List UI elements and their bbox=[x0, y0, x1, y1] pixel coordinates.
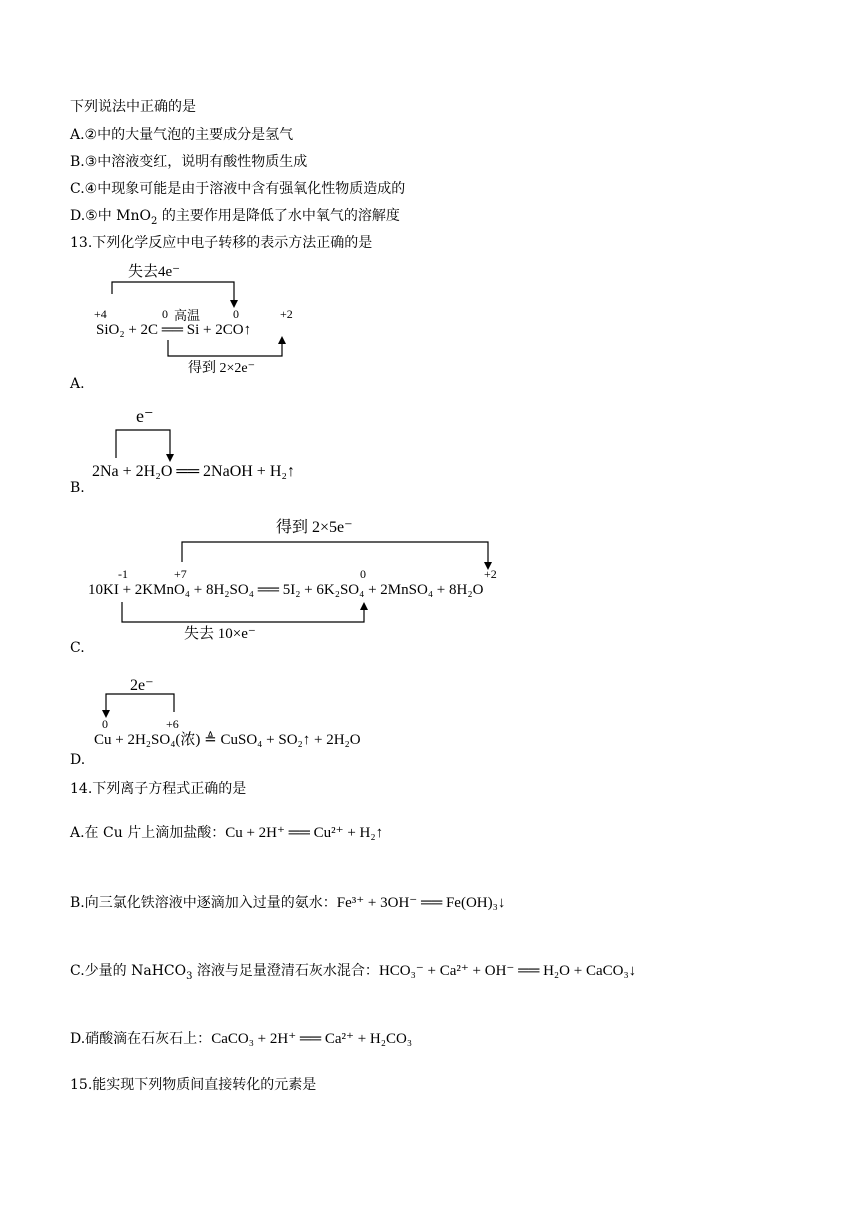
figure-d-label: D. bbox=[70, 752, 86, 768]
figure-a-electron-transfer bbox=[88, 256, 348, 376]
q14-prompt: 14.下列离子方程式正确的是 bbox=[70, 781, 247, 797]
q14-option-a-equation: Cu + 2H⁺ ══ Cu²⁺ + H₂↑ bbox=[225, 825, 384, 841]
svg-text:0: 0 bbox=[102, 717, 108, 731]
figure-d-electron-transfer bbox=[88, 672, 428, 752]
svg-text:+7: +7 bbox=[174, 567, 187, 581]
q12-option-c: C.④中现象可能是由于溶液中含有强氧化性物质造成的 bbox=[70, 181, 406, 197]
svg-text:+2: +2 bbox=[484, 567, 497, 581]
q14-option-c: C.少量的 NaHCO$_3$ 溶液与足量澄清石灰水混合：HCO₃⁻ + Ca²⁺ + OH⁻ ══ H₂O + CaCO₃↓ bbox=[70, 963, 637, 982]
q12-option-a: A.②中的大量气泡的主要成分是氢气 bbox=[70, 127, 294, 143]
svg-text:0: 0 bbox=[162, 307, 168, 321]
figure-c-electron-transfer bbox=[88, 514, 628, 642]
q14-option-a: A.在 Cu 片上滴加盐酸：Cu + 2H⁺ ══ Cu²⁺ + H₂↑ bbox=[70, 825, 384, 841]
figure-b-label: B. bbox=[70, 480, 85, 496]
figure-b-top-note: e⁻ bbox=[136, 406, 154, 426]
figure-c-label: C. bbox=[70, 640, 85, 656]
figure-d-equation: Cu + 2H₂SO₄(浓) ≜ CuSO₄ + SO₂↑ + 2H₂O bbox=[94, 732, 361, 748]
q14-option-c-equation: HCO₃⁻ + Ca²⁺ + OH⁻ ══ H₂O + CaCO₃↓ bbox=[378, 963, 637, 979]
svg-text:0: 0 bbox=[360, 567, 366, 581]
q12-option-d: D.⑤中 MnO$_2$ 的主要作用是降低了水中氧气的溶解度 bbox=[70, 208, 400, 227]
svg-text:+2: +2 bbox=[280, 307, 293, 321]
figure-a-top-note: 失去4e⁻ bbox=[128, 264, 181, 280]
figure-c-equation: 10KI + 2KMnO₄ + 8H₂SO₄ ══ 5I₂ + 6K₂SO₄ + 2MnSO₄ + 8H₂O bbox=[88, 582, 484, 598]
q14-option-b-equation: Fe³⁺ + 3OH⁻ ══ Fe(OH)₃↓ bbox=[336, 895, 506, 911]
q14-option-b: B.向三氯化铁溶液中逐滴加入过量的氨水：Fe³⁺ + 3OH⁻ ══ Fe(OH)₃↓ bbox=[70, 895, 506, 911]
figure-c-bottom-note: 失去 10×e⁻ bbox=[184, 626, 256, 642]
q13-prompt: 13.下列化学反应中电子转移的表示方法正确的是 bbox=[70, 235, 373, 251]
figure-d-top-note: 2e⁻ bbox=[130, 677, 154, 694]
q14-option-d-equation: CaCO₃ + 2H⁺ ══ Ca²⁺ + H₂CO₃ bbox=[211, 1031, 413, 1047]
q14-option-d: D.硝酸滴在石灰石上：CaCO₃ + 2H⁺ ══ Ca²⁺ + H₂CO₃ bbox=[70, 1031, 413, 1047]
q12-prompt: 下列说法中正确的是 bbox=[70, 99, 196, 115]
figure-b-electron-transfer bbox=[88, 404, 348, 484]
figure-a-bottom-note: 得到 2×2e⁻ bbox=[188, 361, 255, 376]
figure-a-label: A. bbox=[70, 376, 85, 392]
figure-b-equation: 2Na + 2H₂O ══ 2NaOH + H₂↑ bbox=[92, 463, 295, 480]
svg-text:0: 0 bbox=[233, 307, 239, 321]
svg-text:高温: 高温 bbox=[174, 308, 201, 323]
svg-text:+6: +6 bbox=[166, 717, 179, 731]
svg-text:+4: +4 bbox=[94, 307, 107, 321]
figure-a-equation: SiO₂ + 2C ══ Si + 2CO↑ bbox=[96, 322, 252, 338]
q15-prompt: 15.能实现下列物质间直接转化的元素是 bbox=[70, 1077, 317, 1093]
figure-c-top-note: 得到 2×5e⁻ bbox=[276, 519, 353, 536]
svg-text:-1: -1 bbox=[118, 567, 128, 581]
q12-option-b: B.③中溶液变红，说明有酸性物质生成 bbox=[70, 154, 308, 170]
